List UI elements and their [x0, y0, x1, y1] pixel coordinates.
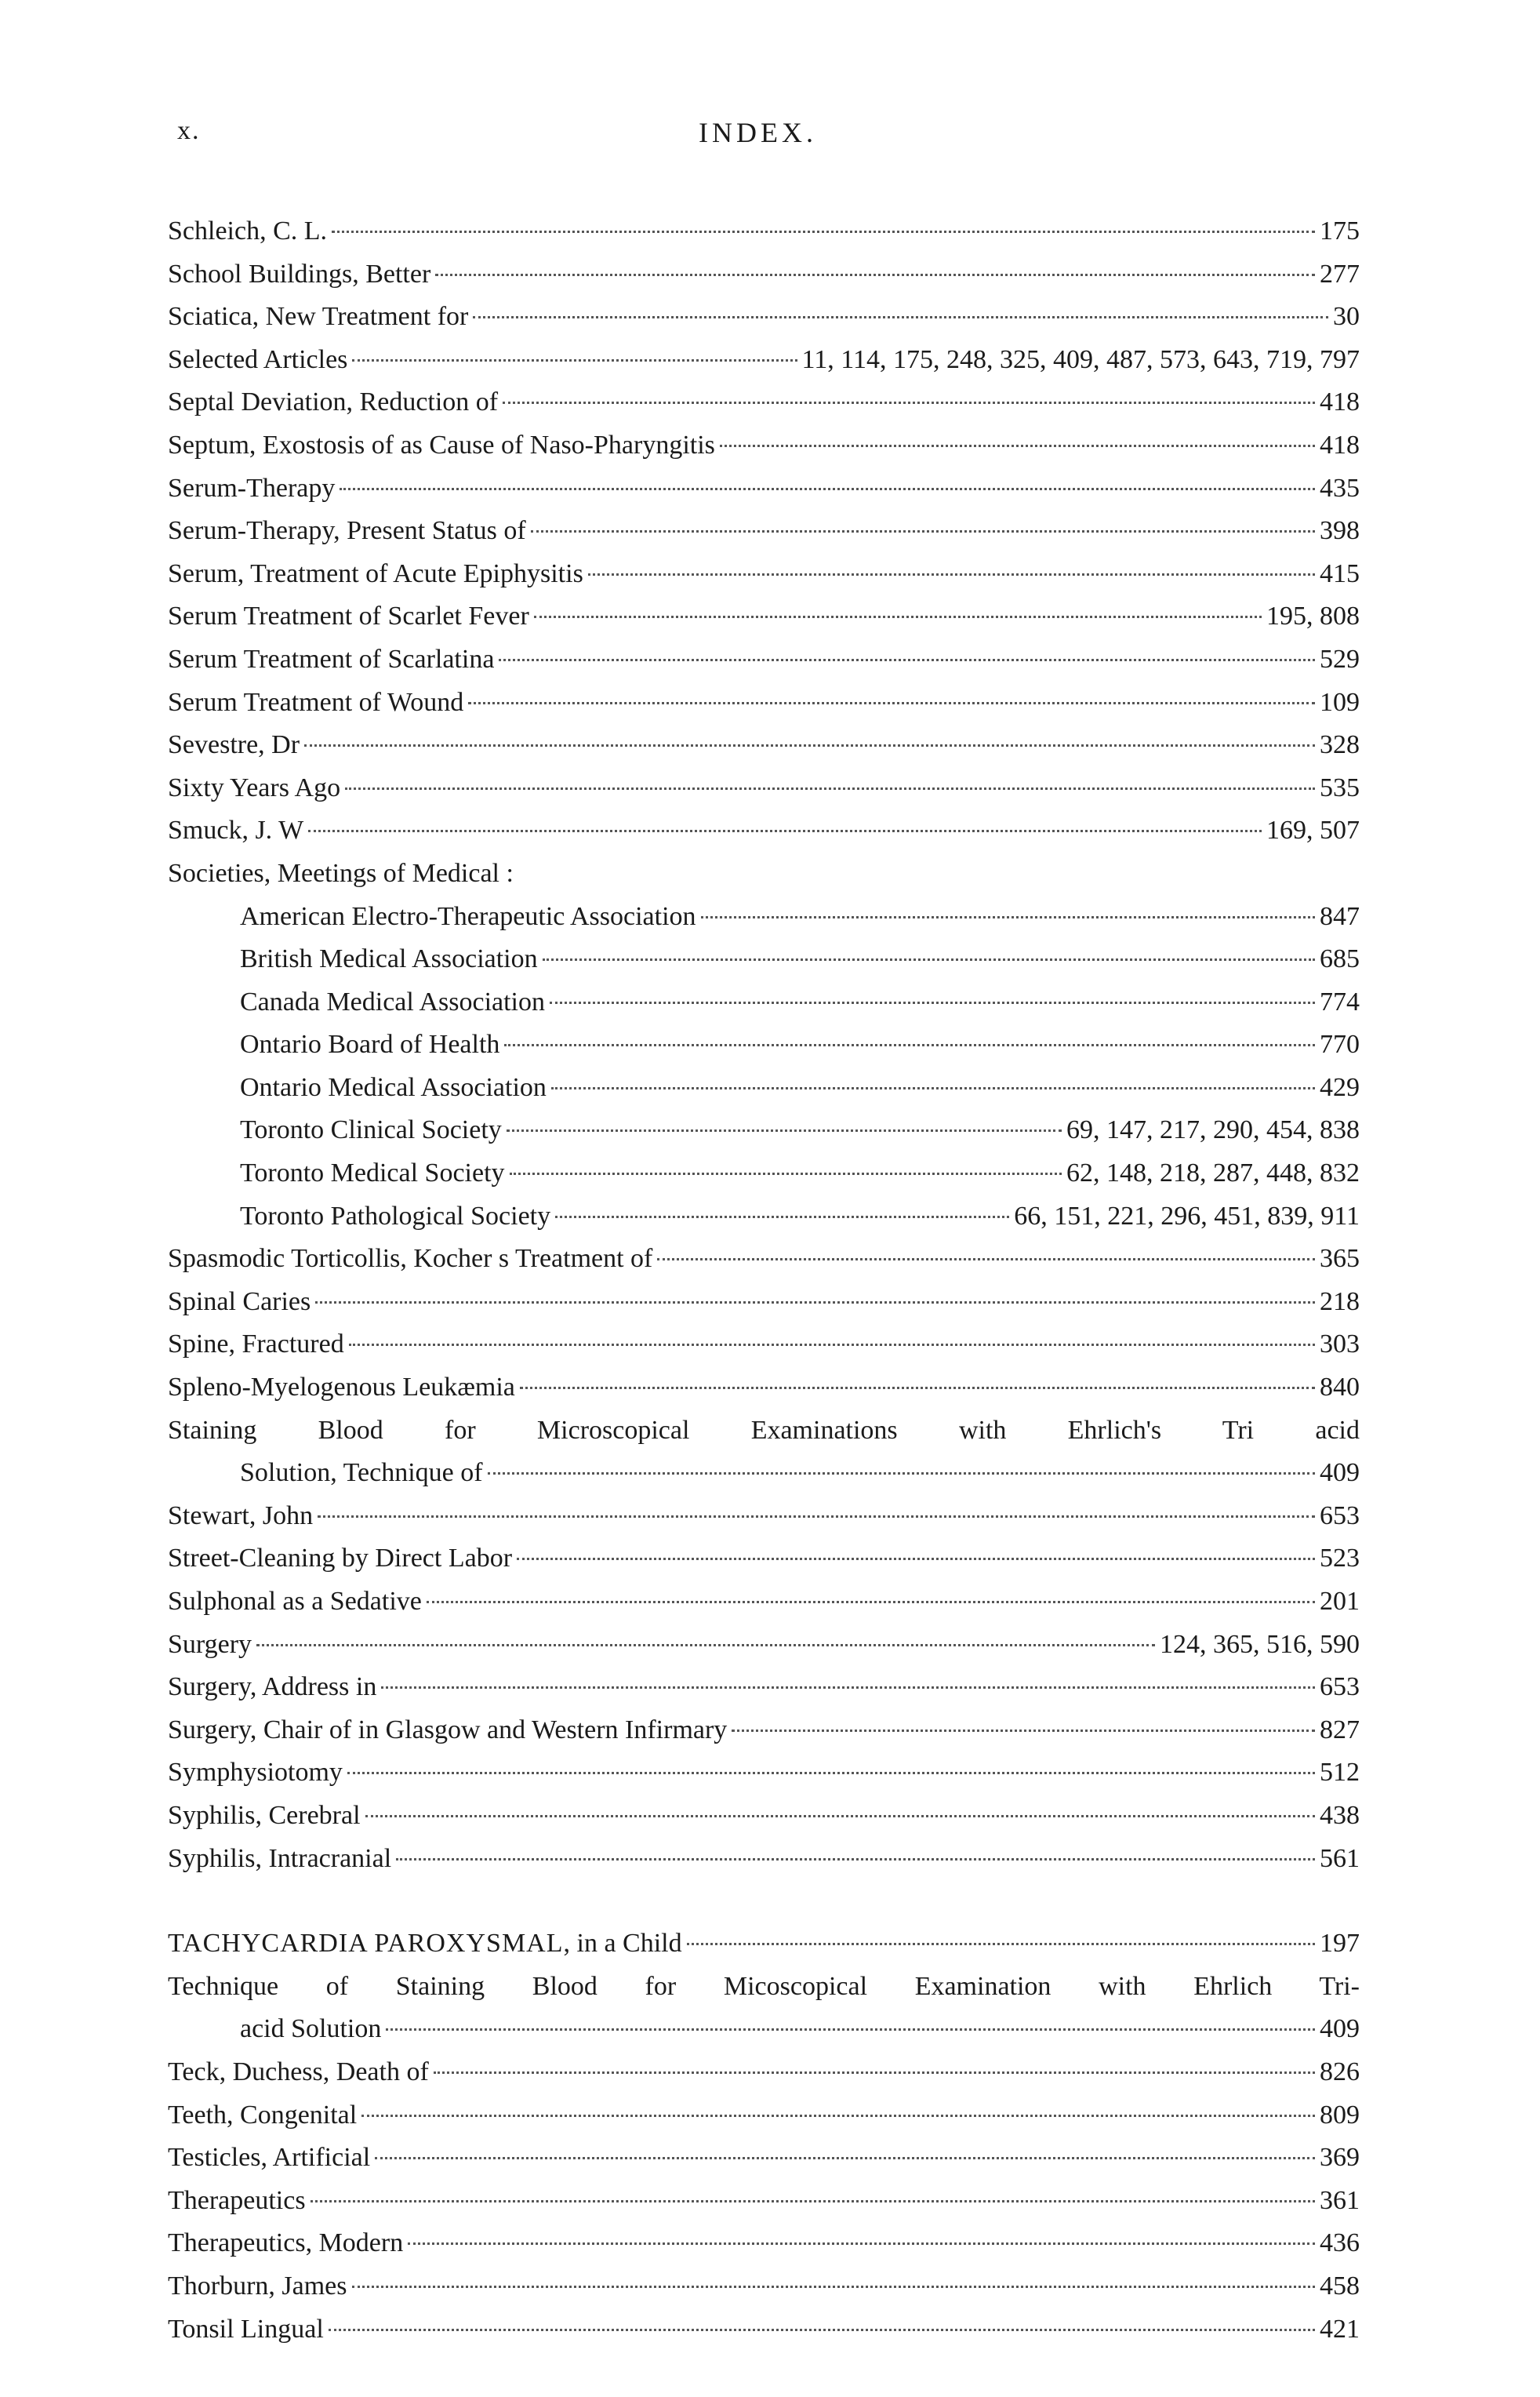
entry-pages: 529 [1320, 644, 1360, 674]
entry-text: Serum Treatment of Scarlet Fever [168, 602, 529, 631]
entry-pages: 523 [1320, 1544, 1360, 1573]
entry-group-s [168, 210, 1360, 853]
index-entry [168, 2094, 1360, 2137]
entry-text: Teck, Duchess, Death of [168, 2057, 429, 2086]
dot-leader [340, 488, 1315, 490]
index-entry [168, 1838, 1360, 1881]
index-entry [168, 381, 1360, 424]
entry-pages: 458 [1320, 2271, 1360, 2301]
entry-text: Ontario Medical Association [240, 1072, 547, 1102]
entry-text: Serum Treatment of Wound [168, 687, 464, 717]
page-title: INDEX. [699, 117, 817, 148]
entry-rest: , in a Child [563, 1929, 682, 1959]
entry-pages: 415 [1320, 558, 1360, 588]
entry-pages: 809 [1320, 2100, 1360, 2130]
page-folio: x. [177, 116, 201, 145]
entry-text: British Medical Association [240, 944, 538, 974]
entry-pages: 535 [1320, 773, 1360, 802]
index-entry [168, 1666, 1360, 1709]
entry-text: Canada Medical Association [240, 987, 546, 1017]
index-entry [168, 339, 1360, 382]
entry-pages: 277 [1320, 259, 1360, 289]
entry-text: Stewart, John [168, 1500, 314, 1530]
entry-pages: 685 [1320, 944, 1360, 974]
dot-leader [507, 1129, 1062, 1132]
dot-leader [720, 445, 1315, 447]
entry-text: Sulphonal as a Sedative [168, 1587, 422, 1616]
entry-text: Staining Blood for Microscopical Examinations with Ehrlich's Tri acid [168, 1415, 1360, 1445]
index-entry-continued [168, 2008, 1360, 2051]
dot-leader [304, 744, 1315, 747]
dot-leader [318, 1515, 1315, 1518]
entry-pages: 770 [1320, 1030, 1360, 1060]
entry-text: Toronto Pathological Society [240, 1201, 551, 1231]
dot-leader [308, 830, 1262, 832]
index-heading [168, 853, 1360, 896]
entry-pages: 30 [1333, 302, 1360, 332]
dot-leader [555, 1216, 1009, 1218]
dot-leader [701, 916, 1315, 918]
entry-pages: 369 [1320, 2143, 1360, 2173]
dot-leader [588, 573, 1315, 576]
section-gap [168, 1880, 1360, 1922]
index-heading-text: Societies, Meetings of Medical : [168, 858, 514, 888]
entry-text: Schleich, C. L. [168, 216, 328, 246]
dot-leader [499, 659, 1315, 661]
entry-text: Sciatica, New Treatment for [168, 302, 469, 332]
dot-leader [550, 1002, 1315, 1004]
dot-leader [520, 1387, 1315, 1389]
index-entry [168, 1281, 1360, 1324]
entry-group-s2 [168, 1238, 1360, 1409]
index-subentry [168, 981, 1360, 1024]
entry-pages: 109 [1320, 687, 1360, 717]
dot-leader [551, 1087, 1315, 1089]
dot-leader [381, 1686, 1315, 1689]
entry-pages: 438 [1320, 1800, 1360, 1830]
entry-text: Syphilis, Intracranial [168, 1843, 392, 1873]
entry-pages: 361 [1320, 2185, 1360, 2215]
index-entry [168, 424, 1360, 467]
dot-leader [386, 2028, 1315, 2031]
index-entry [168, 682, 1360, 725]
entry-group-societies [168, 896, 1360, 1239]
entry-text: Serum, Treatment of Acute Epiphysitis [168, 558, 583, 588]
entry-text: Toronto Medical Society [240, 1158, 505, 1188]
dot-leader [332, 231, 1315, 233]
index-entry [168, 2051, 1360, 2094]
dot-leader [517, 1558, 1315, 1560]
entry-text: Septal Deviation, Reduction of [168, 387, 499, 417]
dot-leader [473, 316, 1328, 318]
index-entry [168, 510, 1360, 553]
entry-pages: 11, 114, 175, 248, 325, 409, 487, 573, 643, 719, 797 [801, 344, 1360, 374]
index-entry [168, 210, 1360, 253]
dot-leader [427, 1601, 1315, 1603]
entry-text: Surgery, Chair of in Glasgow and Western Infirmary [168, 1715, 728, 1744]
index-entry [168, 1580, 1360, 1624]
entry-text: Septum, Exostosis of as Cause of Naso-Pharyngitis [168, 430, 715, 460]
entry-text: Serum-Therapy, Present Status of [168, 516, 526, 546]
entry-pages: 303 [1320, 1329, 1360, 1359]
index-subentry [168, 938, 1360, 981]
dot-leader [256, 1644, 1155, 1646]
dot-leader [408, 2242, 1315, 2245]
index-entry [168, 2137, 1360, 2180]
entry-text: Therapeutics, Modern [168, 2228, 404, 2258]
dot-leader [311, 2200, 1315, 2202]
index-subentry [168, 1152, 1360, 1195]
entry-group-s3 [168, 1495, 1360, 1880]
index-entry [168, 1323, 1360, 1366]
index-entry [168, 467, 1360, 511]
entry-text: Toronto Clinical Society [240, 1115, 502, 1145]
entry-pages: 409 [1320, 1458, 1360, 1488]
index-entry [168, 1495, 1360, 1538]
index-entry [168, 2308, 1360, 2352]
entry-pages: 512 [1320, 1758, 1360, 1788]
index-entry [168, 1624, 1360, 1667]
entry-lead: TACHYCARDIA PAROXYSMAL [168, 1929, 564, 1959]
entry-text: Tonsil Lingual [168, 2314, 324, 2344]
entry-text: Symphysiotomy [168, 1758, 343, 1788]
entry-text: Surgery, Address in [168, 1672, 377, 1702]
dot-leader [510, 1173, 1062, 1175]
entry-pages: 328 [1320, 730, 1360, 760]
index-entry [168, 2265, 1360, 2308]
entry-text: Spasmodic Torticollis, Kocher s Treatment of [168, 1244, 653, 1274]
index-entry [168, 638, 1360, 682]
entry-text: Ontario Board of Health [240, 1030, 500, 1060]
entry-pages: 847 [1320, 901, 1360, 931]
dot-leader [352, 2286, 1315, 2288]
entry-text: Street-Cleaning by Direct Labor [168, 1544, 513, 1573]
entry-pages: 774 [1320, 987, 1360, 1017]
dot-leader [732, 1730, 1315, 1732]
index-entry [168, 553, 1360, 596]
entry-text: Spine, Fractured [168, 1329, 344, 1359]
index-entry [168, 595, 1360, 638]
index-entry [168, 253, 1360, 296]
dot-leader [347, 1772, 1315, 1774]
entry-text: Syphilis, Cerebral [168, 1800, 361, 1830]
entry-pages: 826 [1320, 2057, 1360, 2086]
entry-pages: 418 [1320, 430, 1360, 460]
index-entry [168, 809, 1360, 853]
entry-text: School Buildings, Better [168, 259, 431, 289]
entry-text: Spleno-Myelogenous Leukæmia [168, 1373, 515, 1402]
index-subentry [168, 896, 1360, 939]
entry-pages: 124, 365, 516, 590 [1160, 1629, 1360, 1659]
entry-pages: 653 [1320, 1500, 1360, 1530]
dot-leader [534, 616, 1262, 618]
index-subentry [168, 1195, 1360, 1239]
dot-leader [657, 1258, 1315, 1260]
entry-pages: 421 [1320, 2314, 1360, 2344]
entry-pages: 218 [1320, 1286, 1360, 1316]
entry-text: Solution, Technique of [240, 1458, 483, 1488]
dot-leader [345, 787, 1315, 790]
entry-pages: 827 [1320, 1715, 1360, 1744]
index-entry [168, 2222, 1360, 2265]
entry-pages: 66, 151, 221, 296, 451, 839, 911 [1014, 1201, 1360, 1231]
dot-leader [503, 402, 1315, 404]
dot-leader [468, 702, 1315, 704]
entry-pages: 418 [1320, 387, 1360, 417]
entry-text: acid Solution [240, 2014, 382, 2044]
entry-pages: 197 [1320, 1929, 1360, 1959]
dot-leader [365, 1815, 1315, 1817]
entry-pages: 435 [1320, 473, 1360, 503]
index-entry [168, 1409, 1360, 1453]
entry-text: Spinal Caries [168, 1286, 311, 1316]
dot-leader [687, 1943, 1315, 1945]
index-entry [168, 1922, 1360, 1966]
index-entries [168, 210, 1360, 2351]
index-entry [168, 1709, 1360, 1752]
index-entry [168, 767, 1360, 810]
entry-text [168, 1922, 682, 1966]
index-entry [168, 1795, 1360, 1838]
dot-leader [349, 1344, 1315, 1346]
entry-text: Serum-Therapy [168, 473, 336, 503]
dot-leader [531, 530, 1315, 533]
entry-pages: 409 [1320, 2014, 1360, 2044]
dot-leader [543, 958, 1315, 961]
dot-leader [504, 1044, 1315, 1046]
entry-text: Testicles, Artificial [168, 2143, 371, 2173]
index-subentry [168, 1024, 1360, 1067]
index-subentry [168, 1109, 1360, 1152]
index-entry [168, 1966, 1360, 2009]
entry-text: Surgery [168, 1629, 252, 1659]
entry-text: Sevestre, Dr [168, 730, 300, 760]
entry-pages: 69, 147, 217, 290, 454, 838 [1066, 1115, 1360, 1145]
entry-text: Teeth, Congenital [168, 2100, 358, 2130]
entry-pages: 365 [1320, 1244, 1360, 1274]
running-header [177, 116, 1353, 163]
entry-text: Sixty Years Ago [168, 773, 341, 802]
entry-pages: 429 [1320, 1072, 1360, 1102]
index-subentry [168, 1067, 1360, 1110]
index-entry [168, 2180, 1360, 2223]
dot-leader [315, 1301, 1315, 1304]
dot-leader [435, 274, 1315, 276]
index-entry [168, 724, 1360, 767]
entry-text: Thorburn, James [168, 2271, 347, 2301]
entry-text: Selected Articles [168, 344, 348, 374]
index-entry-continued [168, 1452, 1360, 1495]
index-entry [168, 1537, 1360, 1580]
dot-leader [488, 1472, 1315, 1475]
entry-text: Technique of Staining Blood for Micoscopical Examination with Ehrlich Tri- [168, 1971, 1360, 2001]
index-entry [168, 296, 1360, 339]
entry-pages: 653 [1320, 1672, 1360, 1702]
entry-text: American Electro-Therapeutic Association [240, 901, 696, 931]
entry-pages: 398 [1320, 516, 1360, 546]
entry-text: Serum Treatment of Scarlatina [168, 644, 495, 674]
entry-pages: 840 [1320, 1373, 1360, 1402]
dot-leader [375, 2157, 1315, 2159]
dot-leader [329, 2329, 1315, 2331]
dot-leader [352, 359, 797, 362]
dot-leader [396, 1858, 1315, 1860]
entry-group-t [168, 2051, 1360, 2351]
entry-pages: 175 [1320, 216, 1360, 246]
index-entry [168, 1751, 1360, 1795]
entry-pages: 62, 148, 218, 287, 448, 832 [1066, 1158, 1360, 1188]
entry-pages: 195, 808 [1266, 602, 1360, 631]
entry-pages: 436 [1320, 2228, 1360, 2258]
entry-text: Therapeutics [168, 2185, 306, 2215]
entry-pages: 561 [1320, 1843, 1360, 1873]
entry-pages: 169, 507 [1266, 816, 1360, 846]
index-entry [168, 1366, 1360, 1409]
entry-text: Smuck, J. W [168, 816, 304, 846]
dot-leader [361, 2115, 1315, 2117]
dot-leader [434, 2071, 1315, 2074]
index-entry [168, 1238, 1360, 1281]
entry-pages: 201 [1320, 1587, 1360, 1616]
